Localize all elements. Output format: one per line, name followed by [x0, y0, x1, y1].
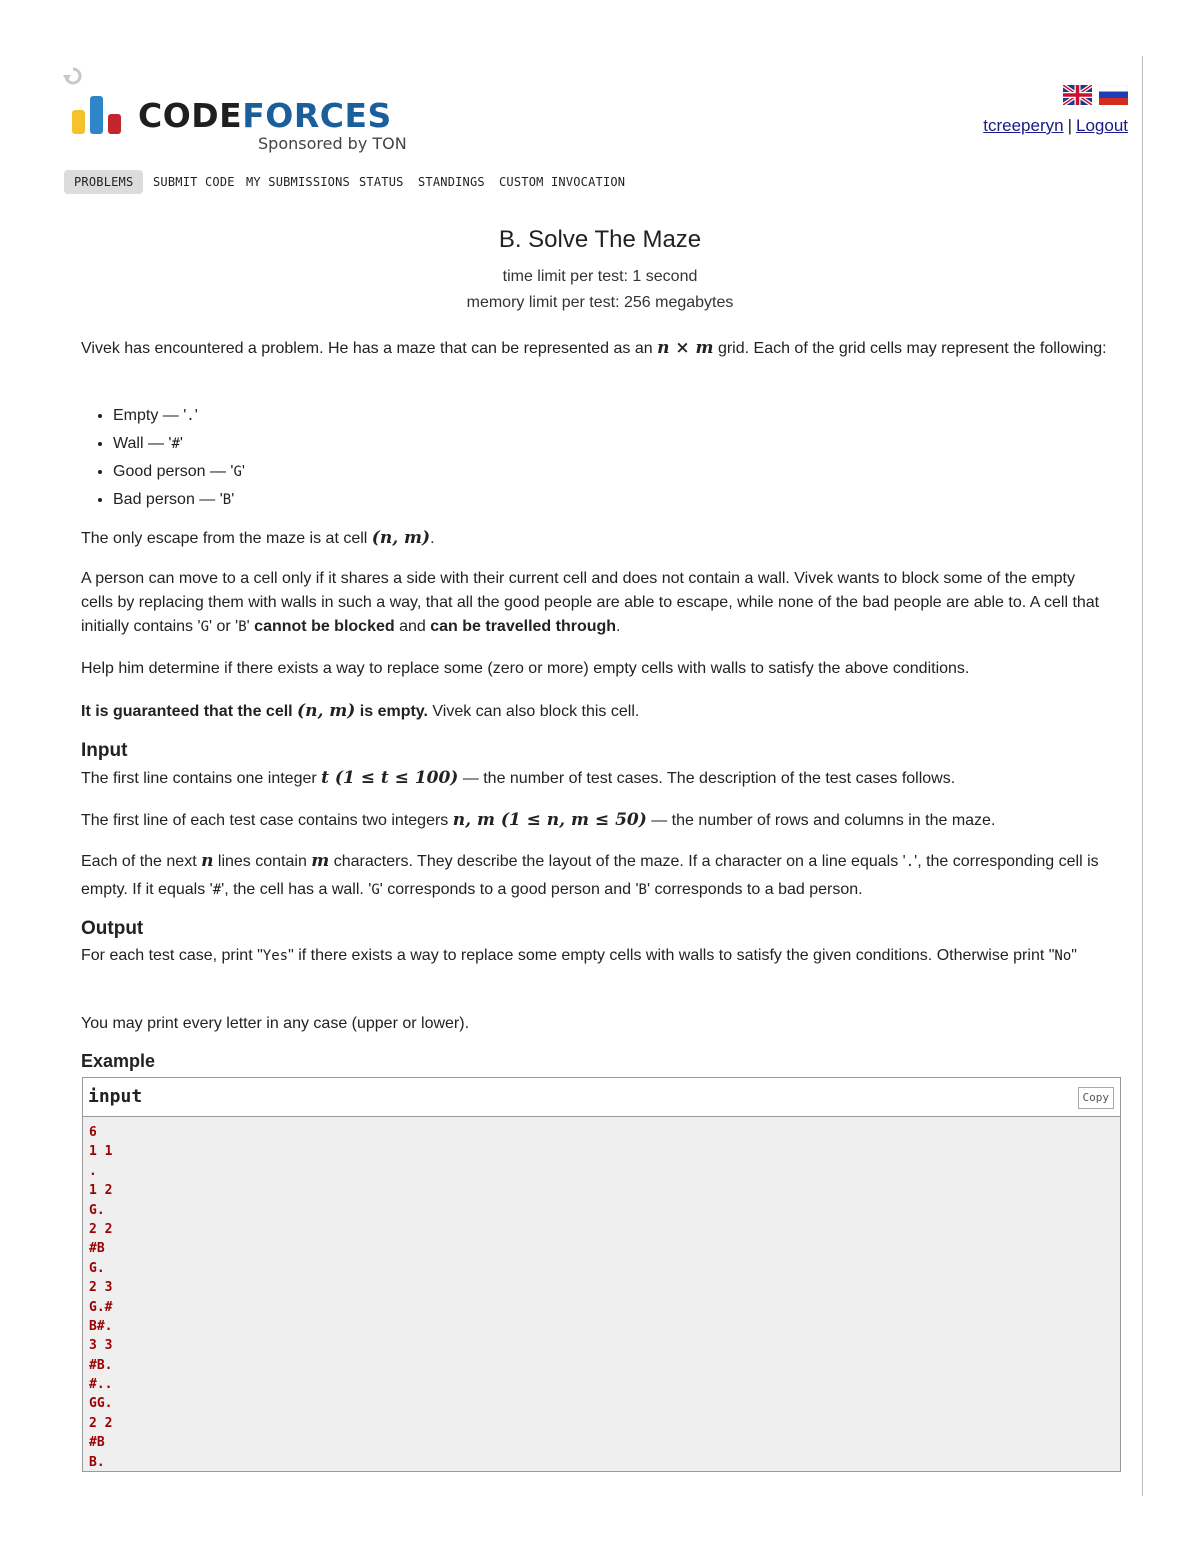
statement-escape: The only escape from the maze is at cell (n, m). — [81, 528, 435, 548]
example-line: 2 2 — [89, 1415, 113, 1431]
cell-types-list — [81, 402, 245, 514]
nav-custom-invocation[interactable]: CUSTOM INVOCATION — [499, 175, 626, 189]
codeforces-logo[interactable] — [70, 92, 430, 156]
input-line-3: Each of the next n lines contain m characters. They describe the layout of the maze. If a character on a line equals '.', the corresponding cell is empty. If it equals '#', the cell has a wall. 'G' corresponds to a good person and 'B' corresponds to a bad person. — [81, 851, 1099, 898]
nav-standings[interactable]: STANDINGS — [418, 175, 485, 189]
example-line: 1 1 — [89, 1144, 113, 1160]
copy-button[interactable]: Copy — [1078, 1087, 1115, 1109]
example-line: B#. — [89, 1318, 113, 1334]
statement-guarantee: It is guaranteed that the cell (n, m) is empty. Vivek can also block this cell. — [81, 701, 640, 721]
list-item: • Bad person — 'B' — [113, 486, 245, 514]
example-line: #.. — [89, 1377, 113, 1393]
link-separator: | — [1067, 116, 1072, 135]
output-heading: Output — [81, 918, 144, 939]
statement-movement: A person can move to a cell only if it shares a side with their current cell and does not contain a wall. Vivek wants to block some of the empty cells by replacing them with walls in such a way, that all the good people are able to escape, while none of the bad people are able to. A cell that initially contains 'G' or 'B' cannot be blocked and can be travelled through. — [81, 570, 1100, 635]
example-line: 6 — [89, 1125, 97, 1140]
example-line: G. — [89, 1260, 105, 1276]
input-line-2: The first line of each test case contains two integers n, m (1 ≤ n, m ≤ 50) — the number of rows and columns in the maze. — [81, 810, 996, 830]
list-item: • Wall — '#' — [113, 430, 245, 458]
input-heading: Input — [81, 740, 128, 761]
input-line-1: The first line contains one integer t (1 ≤ t ≤ 100) — the number of test cases. The description of the test cases follows. — [81, 768, 956, 788]
logo-bars-icon — [70, 92, 130, 134]
nav-my-submissions[interactable]: MY SUBMISSIONS — [246, 175, 350, 189]
nav-status[interactable]: STATUS — [359, 175, 404, 189]
statement-help: Help him determine if there exists a way to replace some (zero or more) empty cells with walls to satisfy the above conditions. — [81, 660, 970, 677]
example-input-label: input — [88, 1086, 143, 1107]
list-item: • Empty — '.' — [113, 402, 245, 430]
logout-link[interactable]: Logout — [1076, 116, 1128, 135]
example-line: B. — [89, 1454, 105, 1470]
example-line: . — [89, 1163, 97, 1179]
time-limit: time limit per test: 1 second — [502, 268, 698, 285]
user-links — [983, 116, 1128, 136]
english-flag-icon[interactable] — [1063, 85, 1092, 105]
output-line-2: You may print every letter in any case (upper or lower). — [81, 1015, 470, 1032]
statement-intro: Vivek has encountered a problem. He has a maze that can be represented as an n × m grid. Each of the grid cells may represent the following: — [81, 338, 1107, 358]
problem-title: B. Solve The Maze — [498, 226, 702, 253]
example-line: 1 2 — [89, 1183, 113, 1199]
output-line-1: For each test case, print "Yes" if there exists a way to replace some empty cells with walls to satisfy the given conditions. Otherwise print "No" — [81, 947, 1077, 964]
example-line: #B. — [89, 1357, 113, 1373]
example-line: G.# — [89, 1299, 113, 1315]
nav-problems[interactable]: PROBLEMS — [64, 170, 143, 194]
nav-submit-code[interactable]: SUBMIT CODE — [153, 175, 235, 189]
example-line: GG. — [89, 1396, 113, 1412]
example-heading: Example — [81, 1051, 156, 1071]
sponsor-text: Sponsored by TON — [258, 134, 407, 153]
example-line: G. — [89, 1202, 105, 1218]
russian-flag-icon[interactable] — [1099, 85, 1128, 105]
example-input-content[interactable] — [83, 1117, 1120, 1471]
memory-limit: memory limit per test: 256 megabytes — [466, 294, 734, 311]
example-line: 2 3 — [89, 1280, 113, 1296]
example-line: #B — [89, 1241, 105, 1257]
logo-wordmark: CODEFORCES — [138, 96, 392, 135]
list-item: • Good person — 'G' — [113, 458, 245, 486]
example-input-header — [83, 1078, 1120, 1117]
example-line: 3 3 — [89, 1338, 113, 1354]
username-link[interactable]: tcreeperyn — [983, 116, 1064, 135]
back-arrow-icon[interactable] — [62, 66, 84, 86]
example-line: #B — [89, 1435, 105, 1451]
example-input-box — [82, 1077, 1121, 1472]
example-line: 2 2 — [89, 1221, 113, 1237]
